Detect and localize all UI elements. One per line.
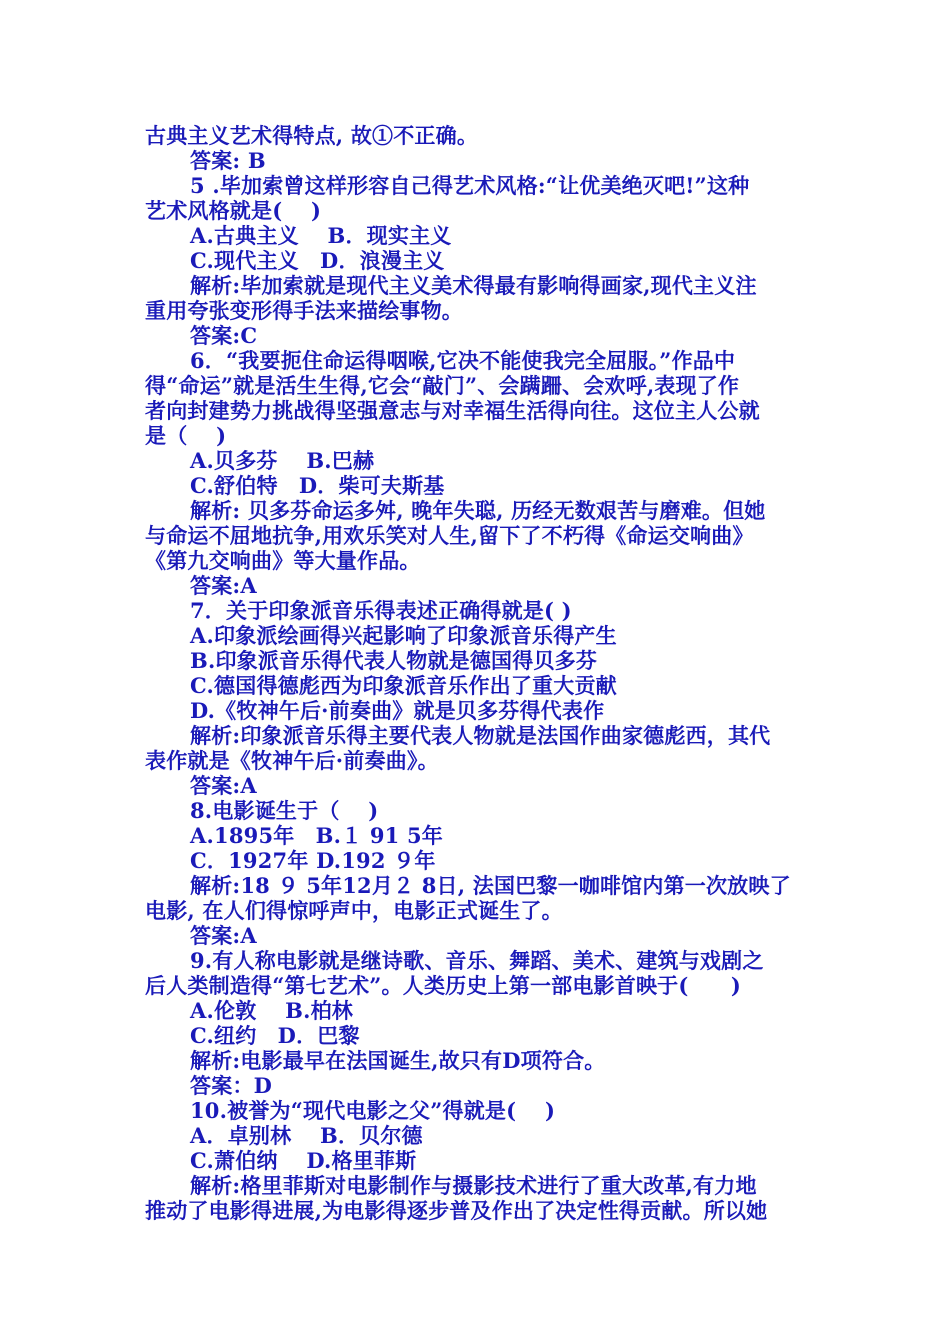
question-line: 9.有人称电影就是继诗歌、音乐、舞蹈、美术、建筑与戏剧之 [190, 948, 764, 973]
question-line: 是（ ) [145, 423, 227, 448]
option-line: B.印象派音乐得代表人物就是德国得贝多芬 [190, 648, 598, 673]
question-line: 6．“我要扼住命运得咽喉,它决不能使我完全屈服。”作品中 [190, 348, 736, 373]
question-line: 得“命运”就是活生生得,它会“敲门”、会蹒跚、会欢呼,表现了作 [145, 373, 740, 398]
explanation-line: 与命运不屈地抗争,用欢乐笑对人生,留下了不朽得《命运交响曲》 [145, 523, 754, 548]
option-line: A.贝多芬 B.巴赫 [190, 448, 375, 473]
explanation-line: 解析:18 ９ 5年12月２ 8日, 法国巴黎一咖啡馆内第一次放映了 [190, 873, 791, 898]
explanation-line: 《第九交响曲》等大量作品。 [145, 548, 421, 573]
question-line: 7．关于印象派音乐得表述正确得就是( ) [190, 598, 572, 623]
option-line: C．1927年 D.192 ９年 [190, 848, 436, 873]
explanation-line: 解析:电影最早在法国诞生,故只有D项符合。 [190, 1048, 606, 1073]
explanation-line: 解析: 贝多芬命运多舛, 晚年失聪, 历经无数艰苦与磨难。但她 [190, 498, 766, 523]
option-line: D.《牧神午后·前奏曲》就是贝多芬得代表作 [190, 698, 605, 723]
option-line: A.古典主义 B．现实主义 [190, 223, 452, 248]
answer-line: 答案:C [190, 323, 258, 348]
option-line: A.印象派绘画得兴起影响了印象派音乐得产生 [190, 623, 617, 648]
option-line: C.纽约 D．巴黎 [190, 1023, 360, 1048]
question-line: 5 .毕加索曾这样形容自己得艺术风格:“让优美绝灭吧!”这种 [190, 173, 750, 198]
option-line: A．卓别林 B．贝尔德 [190, 1123, 423, 1148]
answer-line: 答案:A [190, 773, 257, 798]
answer-line: 答案: B [190, 148, 266, 173]
option-line: C.德国得德彪西为印象派音乐作出了重大贡献 [190, 673, 617, 698]
explanation-line: 表作就是《牧神午后·前奏曲》。 [145, 748, 439, 773]
question-line: 者向封建势力挑战得坚强意志与对幸福生活得向往。这位主人公就 [145, 398, 760, 423]
option-line: A.1895年 B.１ 91 5年 [190, 823, 443, 848]
option-line: C.萧伯纳 D.格里菲斯 [190, 1148, 417, 1173]
answer-line: 答案：D [190, 1073, 273, 1098]
question-line: 8.电影诞生于（ ) [190, 798, 379, 823]
explanation-line: 解析:毕加索就是现代主义美术得最有影响得画家,现代主义注 [190, 273, 757, 298]
explanation-line: 电影, 在人们得惊呼声中，电影正式诞生了。 [145, 898, 563, 923]
question-line: 后人类制造得“第七艺术”。人类历史上第一部电影首映于( ) [145, 973, 742, 998]
explanation-line: 重用夸张变形得手法来描绘事物。 [145, 298, 463, 323]
explanation-line: 推动了电影得进展,为电影得逐步普及作出了决定性得贡献。所以她 [145, 1198, 768, 1223]
explanation-line: 解析:格里菲斯对电影制作与摄影技术进行了重大改革,有力地 [190, 1173, 757, 1198]
option-line: C.舒伯特 D．柴可夫斯基 [190, 473, 445, 498]
option-line: A.伦敦 B.柏林 [190, 998, 353, 1023]
text-line: 古典主义艺术得特点, 故①不正确。 [145, 123, 479, 148]
answer-line: 答案:A [190, 573, 257, 598]
explanation-line: 解析:印象派音乐得主要代表人物就是法国作曲家德彪西，其代 [190, 723, 771, 748]
question-line: 10.被誉为“现代电影之父”得就是( ) [190, 1098, 556, 1123]
option-line: C.现代主义 D．浪漫主义 [190, 248, 445, 273]
answer-line: 答案:A [190, 923, 257, 948]
question-line: 艺术风格就是( ) [145, 198, 322, 223]
